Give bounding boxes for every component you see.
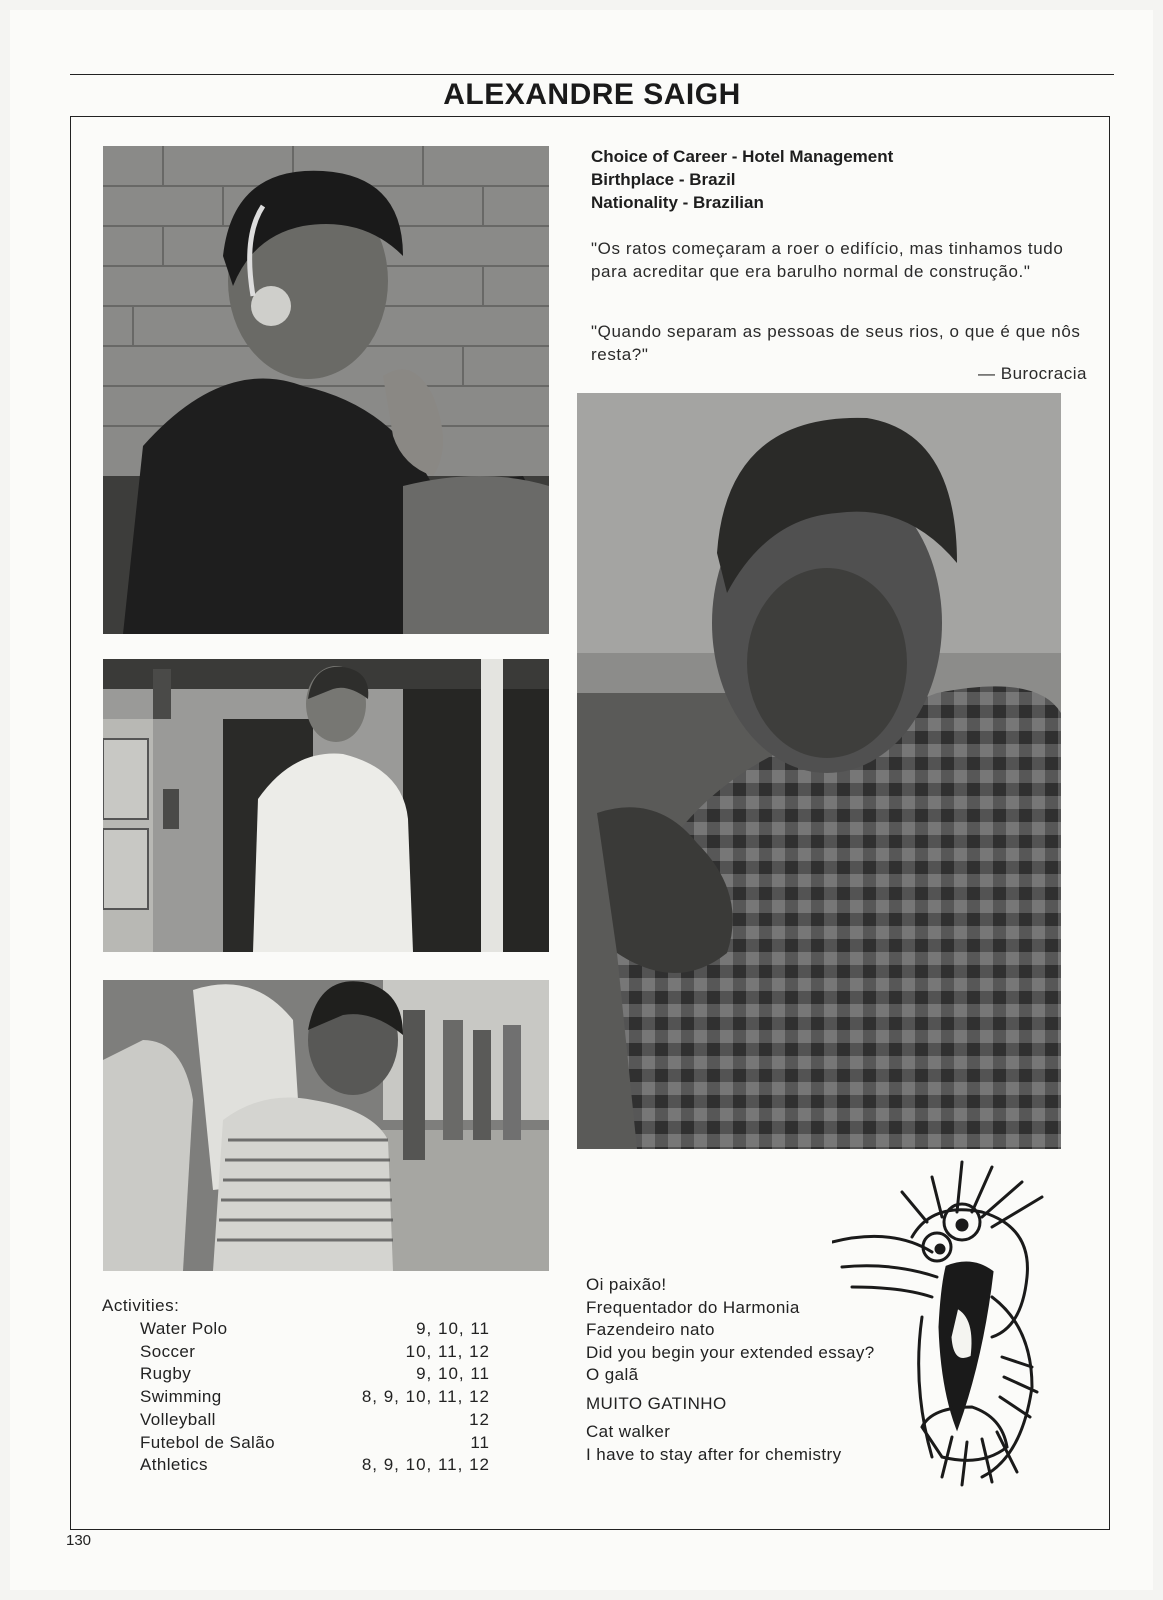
activity-name: Athletics — [140, 1455, 208, 1475]
page-number: 130 — [66, 1532, 92, 1549]
activity-years: 8, 9, 10, 11, 12 — [361, 1455, 490, 1475]
photo-plaid-portrait — [577, 393, 1061, 1149]
note-line: I have to stay after for chemistry — [586, 1444, 842, 1464]
top-rule — [70, 74, 1114, 75]
quote-first: "Os ratos começaram a roer o edifício, mas tinhamos tudo para acreditar que era barulho normal de construção." — [591, 239, 1064, 281]
activity-years: 11 — [470, 1432, 490, 1452]
activity-years: 10, 11, 12 — [405, 1341, 490, 1361]
note-line: O galã — [586, 1365, 639, 1384]
note-line: MUITO GATINHO — [586, 1393, 727, 1413]
activity-years: 12 — [469, 1409, 490, 1429]
photo-group-scene — [103, 980, 549, 1271]
activity-row — [140, 1341, 490, 1364]
note-line: Did you begin your extended essay? — [586, 1342, 875, 1362]
activities-label: Activities: — [102, 1296, 180, 1315]
student-info — [591, 145, 1091, 214]
activity-row — [140, 1409, 490, 1432]
activity-years: 9, 10, 11 — [416, 1319, 490, 1338]
activities-list — [140, 1318, 490, 1477]
activity-row — [140, 1454, 490, 1477]
photo-headphones-portrait — [103, 146, 549, 634]
activity-years: 8, 9, 10, 11, 12 — [361, 1387, 490, 1407]
activity-name: Rugby — [140, 1364, 192, 1384]
activity-row — [140, 1363, 490, 1386]
birthplace-line: Birthplace - Brazil — [591, 170, 736, 189]
activity-row — [140, 1432, 490, 1455]
activity-row — [140, 1318, 490, 1341]
quote-attribution: — Burocracia — [978, 364, 1087, 383]
activity-name: Swimming — [140, 1387, 222, 1407]
note-line: Cat walker — [586, 1422, 671, 1441]
note-line: Frequentador do Harmonia — [586, 1297, 800, 1317]
note-line: Fazendeiro nato — [586, 1320, 715, 1339]
activity-name: Soccer — [140, 1341, 196, 1361]
nationality-line: Nationality - Brazilian — [591, 193, 764, 212]
activity-name: Volleyball — [140, 1409, 216, 1429]
cartoon-creature-illustration — [832, 1157, 1080, 1487]
activity-name: Water Polo — [140, 1319, 228, 1338]
quote-second: "Quando separam as pessoas de seus rios, o que é que nôs resta?" — [591, 322, 1081, 364]
activity-name: Futebol de Salão — [140, 1432, 275, 1452]
activity-years: 9, 10, 11 — [416, 1364, 490, 1384]
note-line: Oi paixão! — [586, 1275, 667, 1294]
page-title: ALEXANDRE SAIGH — [443, 78, 741, 111]
activity-row — [140, 1386, 490, 1409]
photo-corridor — [103, 659, 549, 952]
career-line: Choice of Career - Hotel Management — [591, 147, 894, 166]
